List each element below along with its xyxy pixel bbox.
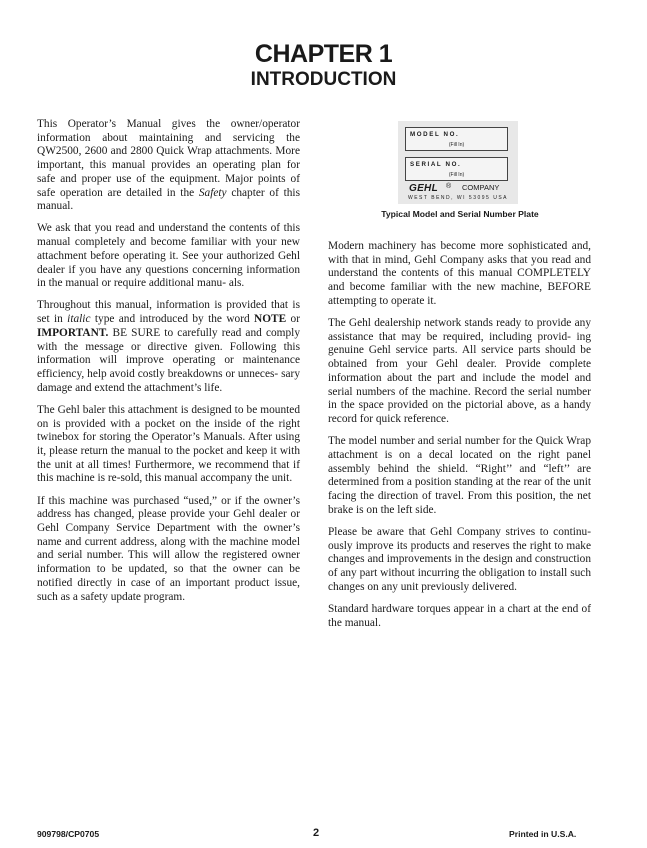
paragraph-storage: The Gehl baler this attachment is designed to be mounted on is provided with a pocket on the inside of the right twinebox for storing the Operator’s Manuals. After using it, please return the manual to the pocket and keep it with the unit at all times! Furthermore, we recommend that if this machine is re-sold, this manual accompany the unit. xyxy=(37,403,300,485)
footer-part-number: 909798/CP0705 xyxy=(37,829,100,839)
paragraph-decal-location: The model number and serial number for the Quick Wrap attachment is on a decal located on the right panel assembly behind the shield. “Right’’ and “left’’ are determined from a position standing at the rear of the unit facing the direction of travel. From this position, the net brake is on the left side. xyxy=(328,435,591,516)
model-number-fill: (Fill In) xyxy=(448,142,465,148)
chapter-heading: CHAPTER 1 xyxy=(254,40,393,68)
serial-number-plate xyxy=(398,121,518,204)
model-number-box xyxy=(405,127,508,151)
serial-number-box xyxy=(405,157,508,181)
paragraph-used-machine: If this machine was purchased “used,” or if the owner’s address has changed, please provide your Gehl dealer or Gehl Company Service Department with the owner’s name and current address, along with the machine model and serial number. This will allow the registered owner information to be updated, so that the owner can be notified directly in case of an important product issue, such as a safety update program. xyxy=(37,494,300,603)
serial-number-label: SERIAL NO. xyxy=(410,161,462,168)
paragraph-read-manual: We ask that you read and understand the contents of this manual completely and become familiar with your new attachment before operating it. See your authorized Gehl dealer if you have any questions concerning information in the manual or require additional manu- als. xyxy=(37,222,300,290)
paragraph-notes: Throughout this manual, information is provided that is set in italic type and introduced by the word NOTE or IMPORTANT. BE SURE to carefully read and comply with the message or directive given. Following this information will improve operating or maintenance efficiency, help avoid costly breakdowns or unneces- sary damage and extend the attachment’s life. xyxy=(37,299,300,394)
chapter-title: INTRODUCTION xyxy=(250,69,397,90)
paragraph-dealer-network: The Gehl dealership network stands ready to provide any assistance that may be required, including provid- ing genuine Gehl service parts. All service parts should be obtained from your Gehl dealer. Provide complete information about the part and include the model and serial numbers of the machine. Record the serial number in the space provided on the pictorial above, as a handy record for quick reference. xyxy=(328,317,591,425)
serial-number-fill: (Fill In) xyxy=(448,172,465,178)
model-number-label: MODEL NO. xyxy=(410,131,460,138)
paragraph-improvements: Please be aware that Gehl Company strives to continu- ously improve its products and reserves the right to make changes and improvements in the design and construction of any part without incurring the obligation to install such changes on any unit previously delivered. xyxy=(328,525,591,593)
right-column xyxy=(328,240,591,639)
company-address: WEST BEND, WI 53095 USA xyxy=(408,195,508,201)
paragraph-torques: Standard hardware torques appear in a chart at the end of the manual. xyxy=(328,602,591,629)
gehl-logo: GEHL xyxy=(409,183,438,194)
plate-caption: Typical Model and Serial Number Plate xyxy=(381,209,539,219)
company-label: COMPANY xyxy=(462,183,500,192)
left-column xyxy=(37,118,300,613)
footer-printed: Printed in U.S.A. xyxy=(509,829,577,839)
registered-mark: ® xyxy=(446,183,452,190)
paragraph-modern-machinery: Modern machinery has become more sophisticated and, with that in mind, Gehl Company asks that you read and understand the contents of this manual COMPLETELY and become familiar with the new machine, BEFORE attempting to operate it. xyxy=(328,240,591,307)
paragraph-purpose: This Operator’s Manual gives the owner/operator information about maintaining and servicing the QW2500, 2600 and 2800 Quick Wrap attachments. More important, this manual provides an operating plan for safe and proper use of the equipment. Major points of safe operation are detailed in the Safety chapter of this manual. xyxy=(37,118,300,213)
page-number: 2 xyxy=(313,827,320,839)
